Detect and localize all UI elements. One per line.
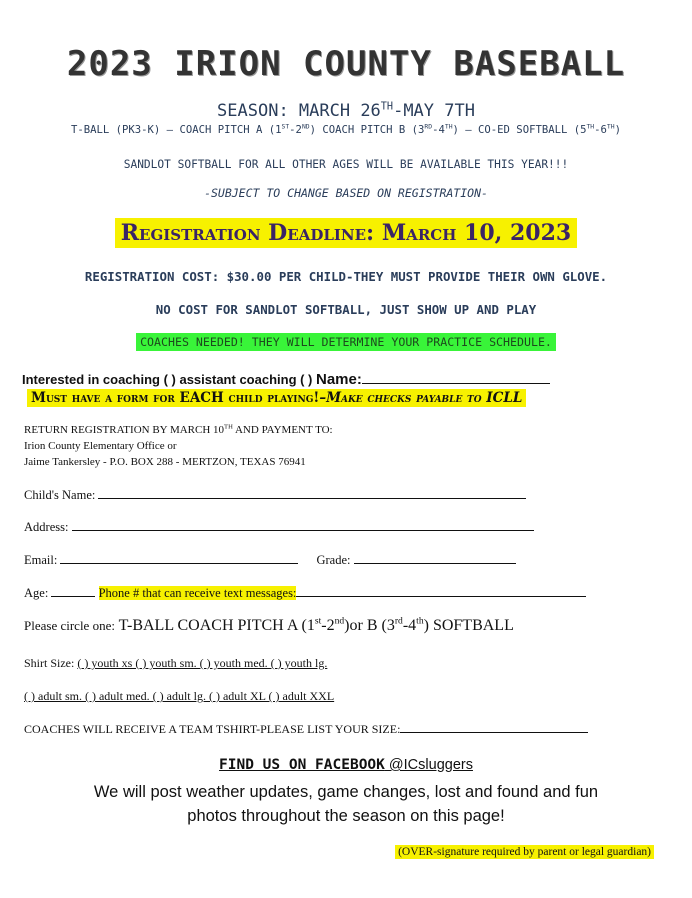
child-name-blank[interactable]: [98, 486, 526, 499]
email-blank[interactable]: [60, 551, 298, 564]
facebook-note-2: photos throughout the season on this page!: [187, 807, 505, 825]
division-choice-row: Please circle one: T-BALL COACH PITCH A (1st-2nd)or B (3rd-4th) SOFTBALL: [24, 615, 514, 634]
facebook-note-1: We will post weather updates, game changes, lost and found and fun: [93, 783, 599, 801]
coaches-needed-text: COACHES NEEDED! THEY WILL DETERMINE YOUR PRACTICE SCHEDULE.: [136, 333, 556, 351]
coaches-banner: [0, 333, 692, 351]
shirt-size-adult-row: [24, 689, 334, 704]
shirt-size-youth-row: Shirt Size: ( ) youth xs ( ) youth sm. ( ) youth med. ( ) youth lg.: [24, 656, 328, 670]
adult-size-options[interactable]: ( ) adult sm. ( ) adult med. ( ) adult lg. ( ) adult XL ( ) adult XXL: [24, 689, 335, 703]
return-line-3: Jaime Tankersley - P.O. BOX 288 - MERTZON, TEXAS 76941: [24, 456, 306, 468]
return-line-1: RETURN REGISTRATION BY MARCH 10TH AND PAYMENT TO:: [24, 423, 333, 436]
form-requirement-banner: Must have a form for EACH child playing!–Make checks payable to ICLL: [27, 389, 526, 407]
age-blank[interactable]: [51, 584, 95, 597]
page-title: 2023 IRION COUNTY BASEBALL: [66, 44, 626, 84]
subject-note: -SUBJECT TO CHANGE BASED ON REGISTRATION-: [204, 186, 488, 200]
nocost-line: NO COST FOR SANDLOT SOFTBALL, JUST SHOW UP AND PLAY: [155, 302, 537, 317]
name-blank[interactable]: [362, 383, 550, 384]
grade-label: Grade:: [316, 553, 351, 567]
coach-shirt-row: COACHES WILL RECEIVE A TEAM TSHIRT-PLEASE LIST YOUR SIZE:: [24, 722, 588, 737]
address-blank[interactable]: [72, 518, 534, 531]
cost-line: REGISTRATION COST: $30.00 PER CHILD-THEY MUST PROVIDE THEIR OWN GLOVE.: [84, 269, 608, 284]
division-list: T-BALL (PK3-K) – COACH PITCH A (1ST-2ND) COACH PITCH B (3RD-4TH) – CO-ED SOFTBALL (5TH-6TH): [71, 123, 621, 136]
phone-label: Phone # that can receive text messages:: [98, 586, 297, 600]
youth-size-options[interactable]: ( ) youth xs ( ) youth sm. ( ) youth med. ( ) youth lg.: [77, 656, 328, 670]
email-row: Email: Grade:: [24, 551, 516, 568]
age-phone-row: Age: Phone # that can receive text messages:: [24, 584, 586, 601]
child-name-row: Child's Name:: [24, 486, 526, 503]
address-row: Address:: [24, 518, 534, 535]
signature-note: (OVER-signature required by parent or legal guardian): [395, 845, 654, 859]
return-line-2: Irion County Elementary Office or: [24, 440, 177, 452]
coaching-interest-line: Interested in coaching ( ) assistant coaching ( ) Name:: [22, 371, 550, 388]
coach-shirt-blank[interactable]: [400, 732, 588, 733]
grade-blank[interactable]: [354, 551, 516, 564]
phone-blank[interactable]: [296, 584, 586, 597]
facebook-line: FIND US ON FACEBOOK @ICsluggers: [219, 757, 473, 773]
facebook-handle[interactable]: @ICsluggers: [384, 757, 473, 773]
sandlot-note: SANDLOT SOFTBALL FOR ALL OTHER AGES WILL BE AVAILABLE THIS YEAR!!!: [123, 158, 569, 171]
deadline-text: Registration Deadline: March 10, 2023: [115, 218, 577, 248]
deadline-banner: [0, 218, 692, 248]
season-dates: SEASON: MARCH 26TH-MAY 7TH: [217, 101, 475, 121]
